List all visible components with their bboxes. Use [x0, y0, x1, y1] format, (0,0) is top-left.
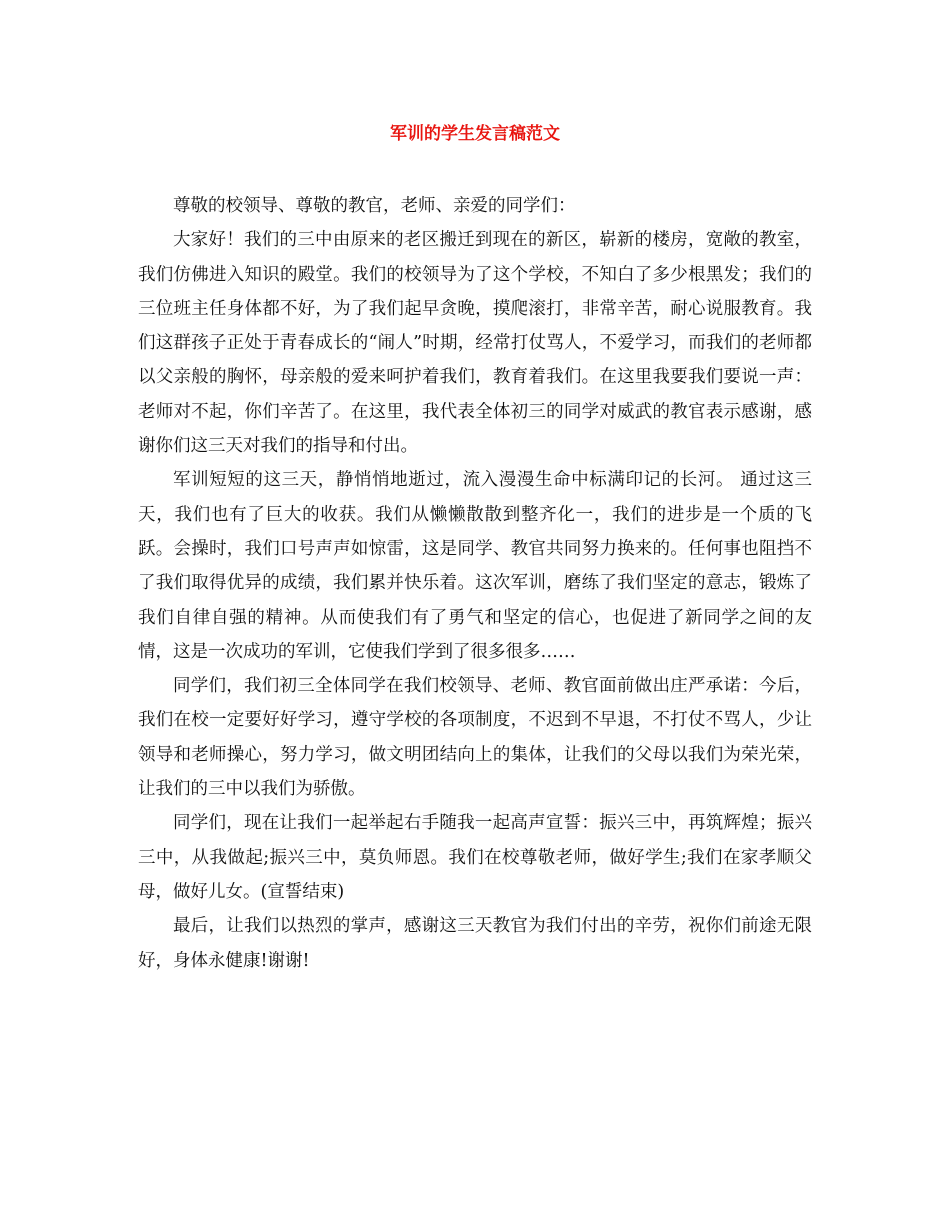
- paragraph-training: 军训短短的这三天，静悄悄地逝过，流入漫漫生命中标满印记的长河。 通过这三天，我们也有了巨大的收获。我们从懒懒散散到整齐化一，我们的进步是一个质的飞跃。会操时，我们口号声声如惊雷，这是同学、教官共同努力换来的。任何事也阻挡不了我们取得优异的成绩，我们累并快乐着。这次军训，磨练了我们坚定的意志，锻炼了我们自律自强的精神。从而使我们有了勇气和坚定的信心，也促进了新同学之间的友情，这是一次成功的军训，它使我们学到了很多很多……: [138, 470, 812, 662]
- document-title: 军训的学生发言稿范文: [390, 124, 560, 144]
- paragraph-oath: 同学们，现在让我们一起举起右手随我一起高声宣誓：振兴三中，再筑辉煌；振兴三中，从我做起;振兴三中，莫负师恩。我们在校尊敬老师，做好学生;我们在家孝顺父母，做好儿女。(宣誓结束): [138, 813, 812, 902]
- paragraph-closing: 最后，让我们以热烈的掌声，感谢这三天教官为我们付出的辛劳，祝你们前途无限好，身体永健康!谢谢!: [138, 916, 812, 971]
- document-body: [138, 189, 812, 978]
- paragraph-greeting: 尊敬的校领导、尊敬的教官，老师、亲爱的同学们：: [173, 196, 576, 216]
- paragraph-promise: 同学们，我们初三全体同学在我们校领导、老师、教官面前做出庄严承诺：今后，我们在校一定要好好学习，遵守学校的各项制度，不迟到不早退，不打仗不骂人，少让领导和老师操心，努力学习，做文明团结向上的集体，让我们的父母以我们为荣光荣，让我们的三中以我们为骄傲。: [138, 676, 812, 800]
- paragraph-welcome: 大家好！我们的三中由原来的老区搬迁到现在的新区，崭新的楼房，宽敞的教室，我们仿佛进入知识的殿堂。我们的校领导为了这个学校，不知白了多少根黑发；我们的三位班主任身体都不好，为了我们起早贪晚，摸爬滚打，非常辛苦，耐心说服教育。我们这群孩子正处于青春成长的“闹人”时期，经常打仗骂人，不爱学习，而我们的老师都以父亲般的胸怀，母亲般的爱来呵护着我们，教育着我们。在这里我要我们要说一声：老师对不起，你们辛苦了。在这里，我代表全体初三的同学对威武的教官表示感谢，感谢你们这三天对我们的指导和付出。: [138, 230, 812, 457]
